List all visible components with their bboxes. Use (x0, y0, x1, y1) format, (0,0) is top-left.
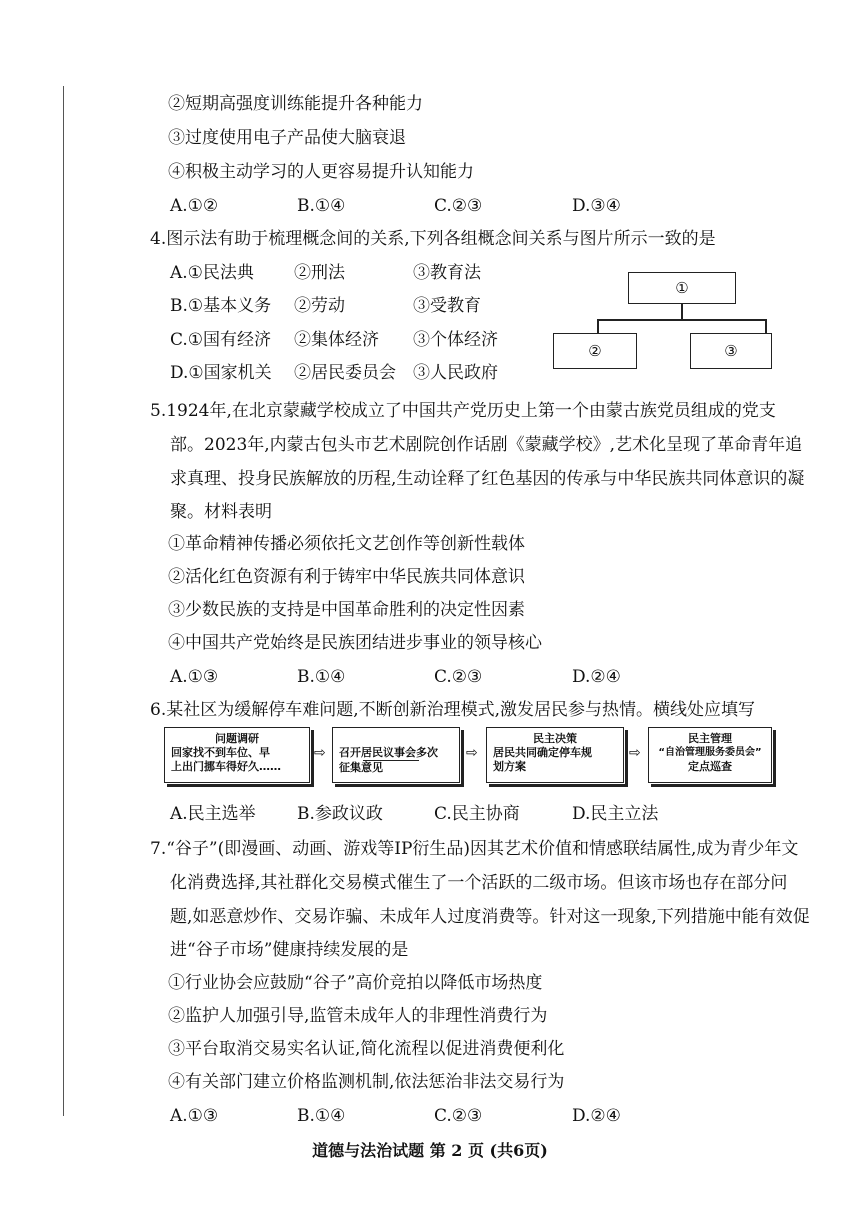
q5-item-2: ②活化红色资源有利于铸牢中华民族共同体意识 (168, 567, 525, 587)
q7-option-d: D.②④ (572, 1106, 621, 1126)
q4-row-d-c2: ②居民委员会 (294, 363, 396, 383)
q7-option-c: C.②③ (434, 1106, 483, 1126)
q5-stem-line-4: 聚。材料表明 (170, 502, 272, 522)
q4-row-d-c1: D.①国家机关 (170, 363, 272, 383)
flow-box-text: 划方案 (493, 760, 526, 773)
flow-box-text: “自治管理服务委员会” (658, 747, 762, 758)
q7-stem-line-3: 题,如恶意炒作、交易诈骗、未成年人过度消费等。针对这一现象,下列措施中能有效促 (170, 907, 810, 927)
q5-item-1: ①革命精神传播必须依托文艺创作等创新性载体 (168, 534, 525, 554)
q4-row-b-c1: B.①基本义务 (170, 296, 272, 316)
q7-item-4: ④有关部门建立价格监测机制,依法惩治非法交易行为 (168, 1072, 565, 1092)
q6-option-c: C.民主协商 (434, 804, 520, 824)
tree-connector (597, 319, 599, 333)
q3-item-3: ③过度使用电子产品使大脑衰退 (168, 128, 406, 148)
q7-option-a: A.①③ (170, 1106, 219, 1126)
q6-option-b: B.参政议政 (297, 804, 383, 824)
flow-box-management (648, 727, 772, 783)
flow-box-title: 民主决策 (533, 732, 577, 745)
q4-stem: 4.图示法有助于梳理概念间的关系,下列各组概念间关系与图片所示一致的是 (150, 229, 716, 249)
q4-row-a-c2: ②刑法 (294, 263, 345, 283)
q7-item-2: ②监护人加强引导,监管未成年人的非理性消费行为 (168, 1006, 548, 1026)
flow-box-title: 问题调研 (215, 732, 259, 745)
flow-box-text: 召开居民议事会多次 (339, 746, 438, 759)
q4-row-c-c1: C.①国有经济 (170, 330, 272, 350)
tree-node-left: ② (553, 333, 637, 369)
q4-row-b-c3: ③受教育 (413, 296, 481, 316)
q5-option-a: A.①③ (170, 667, 219, 687)
tree-connector (681, 303, 683, 320)
q7-option-b: B.①④ (297, 1106, 346, 1126)
flow-box-text: 居民共同确定停车规 (493, 746, 592, 759)
q6-stem: 6.某社区为缓解停车难问题,不断创新治理模式,激发居民参与热情。横线处应填写 (150, 700, 756, 720)
q6-option-a: A.民主选举 (170, 804, 256, 824)
tree-node-right: ③ (690, 333, 772, 369)
arrow-right-icon: ⇨ (466, 745, 478, 761)
q5-item-3: ③少数民族的支持是中国革命胜利的决定性因素 (168, 600, 525, 620)
q3-item-4: ④积极主动学习的人更容易提升认知能力 (168, 162, 474, 182)
flow-box-text: 上出门挪车得好久…… (171, 760, 281, 773)
tree-node-top: ① (628, 272, 736, 304)
q5-stem-line-2: 部。2023年,内蒙古包头市艺术剧院创作话剧《蒙藏学校》,艺术化呈现了革命青年追 (170, 435, 803, 455)
page-footer: 道德与法治试题 第 2 页 (共6页) (312, 1141, 548, 1160)
tree-connector (765, 319, 767, 333)
q7-stem-line-2: 化消费选择,其社群化交易模式催生了一个活跃的二级市场。但该市场也存在部分问 (170, 873, 788, 893)
q4-row-d-c3: ③人民政府 (413, 363, 498, 383)
q4-row-c-c2: ②集体经济 (294, 330, 379, 350)
q5-option-c: C.②③ (434, 667, 483, 687)
q7-stem-line-4: 进“谷子市场”健康持续发展的是 (170, 940, 409, 960)
q4-row-a-c1: A.①民法典 (170, 263, 254, 283)
q4-row-a-c3: ③教育法 (413, 263, 481, 283)
q5-option-b: B.①④ (297, 667, 346, 687)
arrow-right-icon: ⇨ (629, 745, 641, 761)
flow-box-title: 民主管理 (688, 732, 732, 745)
flow-box-decision (486, 727, 624, 783)
arrow-right-icon: ⇨ (314, 745, 326, 761)
q4-row-c-c3: ③个体经济 (413, 330, 498, 350)
flow-box-text: 征集意见 (339, 761, 383, 774)
q3-option-c: C.②③ (434, 196, 483, 216)
q5-option-d: D.②④ (572, 667, 621, 687)
q5-stem-line-1: 5.1924年,在北京蒙藏学校成立了中国共产党历史上第一个由蒙古族党员组成的党支 (150, 401, 776, 421)
q5-stem-line-3: 求真理、投身民族解放的历程,生动诠释了红色基因的传承与中华民族共同体意识的凝 (170, 469, 805, 489)
flow-box-text: 定点巡查 (688, 760, 732, 773)
q7-item-3: ③平台取消交易实名认证,简化流程以促进消费便利化 (168, 1039, 565, 1059)
margin-line (63, 86, 64, 1116)
q6-option-d: D.民主立法 (572, 804, 659, 824)
flow-box-research (164, 727, 310, 783)
flow-box-consultation (332, 727, 460, 783)
flow-box-text: 回家找不到车位、早 (171, 746, 270, 759)
q3-option-b: B.①④ (297, 196, 346, 216)
q7-item-1: ①行业协会应鼓励“谷子”高价竞拍以降低市场热度 (168, 973, 543, 993)
q7-stem-line-1: 7.“谷子”(即漫画、动画、游戏等IP衍生品)因其艺术价值和情感联结属性,成为青少年文 (150, 839, 799, 859)
q3-item-2: ②短期高强度训练能提升各种能力 (168, 94, 423, 114)
q5-item-4: ④中国共产党始终是民族团结进步事业的领导核心 (168, 633, 542, 653)
q3-option-d: D.③④ (572, 196, 621, 216)
tree-connector (597, 319, 765, 321)
q4-row-b-c2: ②劳动 (294, 296, 345, 316)
q3-option-a: A.①② (170, 196, 219, 216)
